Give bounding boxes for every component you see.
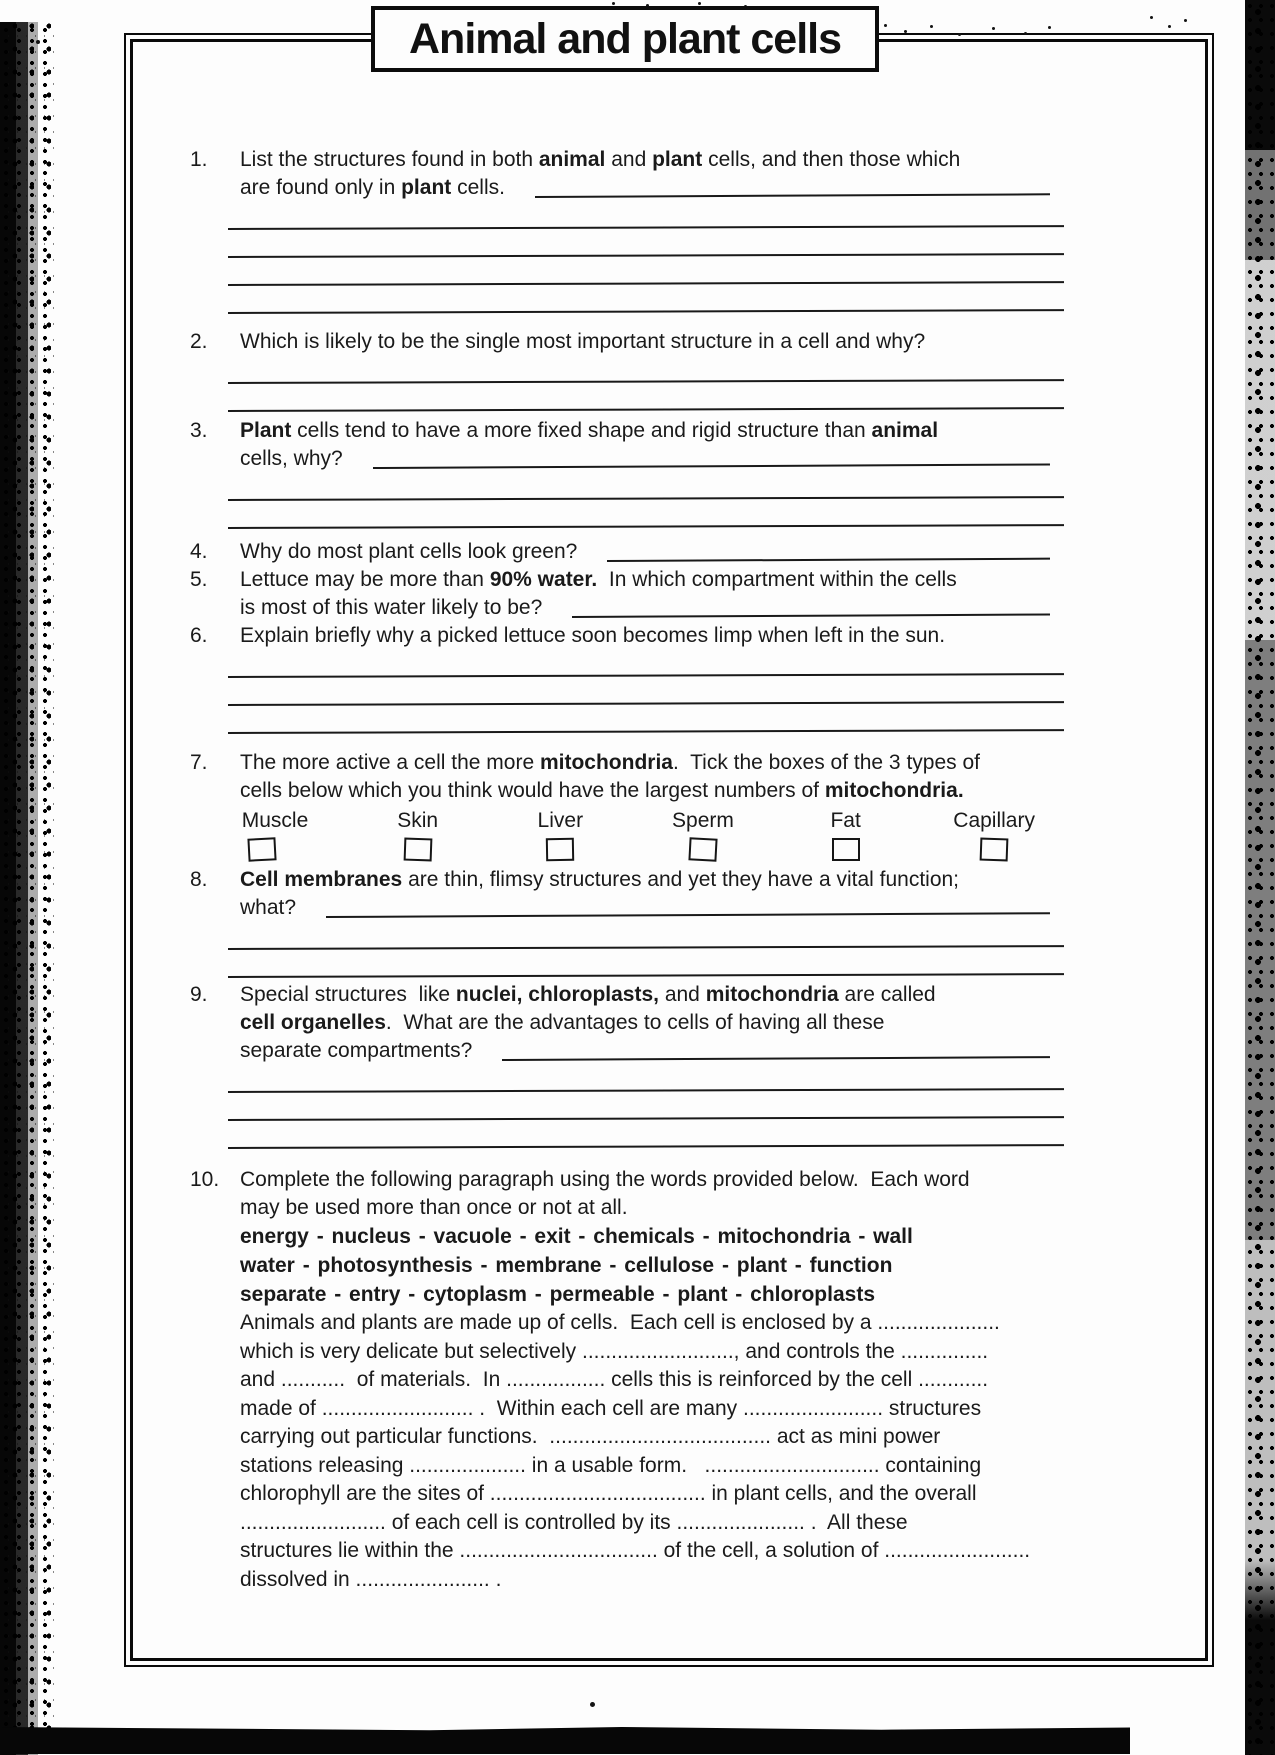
question-2-answer-line-1[interactable]	[228, 353, 1064, 384]
worksheet-content	[190, 146, 1050, 1594]
cloze-paragraph	[240, 1309, 1050, 1594]
question-4-text: Why do most plant cells look green?	[240, 538, 1050, 566]
checkbox-sperm[interactable]	[688, 837, 717, 861]
checkbox-option-fat	[811, 809, 881, 861]
question-3-answer-line-1[interactable]	[228, 470, 1064, 501]
question-1-answer-line-4[interactable]	[228, 283, 1064, 314]
word-bank	[240, 1222, 1050, 1309]
question-8-answer-line-1[interactable]	[228, 919, 1064, 950]
checkbox-label-fat: Fat	[830, 809, 861, 832]
question-5-text: Lettuce may be more than 90% water. In which compartment within the cells is most of this water likely to be?	[240, 566, 1050, 622]
question-6-answer-line-3[interactable]	[228, 703, 1064, 734]
word-bank-line-1: energy - nucleus - vacuole - exit - chemicals - mitochondria - wall	[240, 1225, 913, 1248]
question-6-text: Explain briefly why a picked lettuce soon becomes limp when left in the sun.	[240, 624, 946, 647]
cloze-line-5[interactable]: carrying out particular functions. ...................................... act as mini power	[240, 1425, 941, 1448]
question-4-number: 4.	[190, 540, 208, 563]
question-10-number: 10.	[190, 1168, 220, 1191]
question-4	[190, 538, 1050, 566]
dust-speck	[590, 1702, 595, 1707]
word-bank-line-2: water - photosynthesis - membrane - cellulose - plant - function	[240, 1254, 893, 1277]
question-6	[190, 622, 1050, 734]
question-1-answer-line-1[interactable]	[228, 199, 1064, 230]
checkbox-fat[interactable]	[832, 838, 860, 861]
cloze-line-8[interactable]: ......................... of each cell is controlled by its ...................... . All these	[240, 1510, 908, 1534]
question-2	[190, 328, 1050, 412]
question-2-number: 2.	[190, 330, 208, 353]
dust-speck	[36, 40, 40, 44]
question-3-text: Plant cells tend to have a more fixed shape and rigid structure than animal cells, why?	[240, 417, 1050, 473]
inline-answer-blank[interactable]	[572, 613, 1050, 618]
word-bank-line-3: separate - entry - cytoplasm - permeable - plant - chloroplasts	[240, 1283, 875, 1306]
question-9-answer-line-1[interactable]	[228, 1062, 1064, 1093]
cloze-line-10[interactable]: dissolved in ....................... .	[240, 1567, 502, 1591]
checkbox-option-skin	[383, 809, 453, 861]
cloze-line-9[interactable]: structures lie within the .................................. of the cell, a solution of .........................	[240, 1539, 1031, 1562]
checkbox-label-skin: Skin	[397, 809, 439, 832]
question-1	[190, 146, 1050, 314]
scan-noise-left-edge	[0, 22, 56, 1755]
checkbox-skin[interactable]	[403, 838, 432, 862]
page-title: Animal and plant cells	[409, 14, 841, 63]
question-9-number: 9.	[190, 983, 208, 1006]
checkbox-option-muscle	[240, 809, 310, 861]
checkbox-label-liver: Liver	[537, 809, 584, 832]
question-6-number: 6.	[190, 624, 208, 647]
question-3-number: 3.	[190, 419, 208, 442]
inline-answer-blank[interactable]	[373, 463, 1050, 469]
question-2-text: Which is likely to be the single most important structure in a cell and why?	[240, 330, 926, 353]
question-8-number: 8.	[190, 868, 208, 891]
checkbox-label-sperm: Sperm	[672, 809, 734, 832]
checkbox-muscle[interactable]	[247, 837, 276, 861]
dust-speck	[1150, 16, 1153, 19]
inline-answer-blank[interactable]	[326, 912, 1050, 918]
checkbox-option-sperm	[668, 809, 738, 861]
question-7-number: 7.	[190, 751, 208, 774]
question-3	[190, 417, 1050, 529]
checkbox-option-capillary	[953, 809, 1035, 861]
question-1-answer-line-2[interactable]	[228, 227, 1064, 258]
question-8-text: Cell membranes are thin, flimsy structures and yet they have a vital function; what?	[240, 866, 1050, 922]
cloze-line-2[interactable]: which is very delicate but selectively .........................., and controls the ...............	[240, 1339, 989, 1363]
question-6-answer-line-2[interactable]	[228, 675, 1064, 706]
question-9	[190, 981, 1050, 1149]
cloze-line-6[interactable]: stations releasing .................... in a usable form. .............................. containing	[240, 1453, 982, 1477]
question-9-text: Special structures like nuclei, chloroplasts, and mitochondria are called cell organelles. What are the advantages to cells of having all these separate compartments?	[240, 981, 1050, 1065]
cloze-line-3[interactable]: and ........... of materials. In ................. cells this is reinforced by the cell ............	[240, 1368, 989, 1391]
question-6-answer-line-1[interactable]	[228, 647, 1064, 678]
dust-speck	[884, 24, 887, 27]
question-10	[190, 1166, 1050, 1594]
question-3-answer-line-2[interactable]	[228, 498, 1064, 529]
question-1-answer-line-3[interactable]	[228, 255, 1064, 286]
checkbox-liver[interactable]	[546, 838, 574, 861]
inline-answer-blank[interactable]	[535, 193, 1050, 198]
question-5	[190, 566, 1050, 622]
scan-noise-right-edge	[1245, 0, 1275, 1755]
question-9-answer-line-2[interactable]	[228, 1090, 1064, 1121]
question-10-text: Complete the following paragraph using the words provided below. Each word may be used more than once or not at all.	[240, 1168, 970, 1219]
question-7	[190, 749, 1050, 861]
checkbox-label-capillary: Capillary	[953, 809, 1035, 832]
cloze-line-1[interactable]: Animals and plants are made up of cells. Each cell is enclosed by a .....................	[240, 1311, 1000, 1334]
scan-noise-bottom-bar	[0, 1727, 1130, 1754]
mitochondria-checkbox-row	[240, 809, 1035, 861]
checkbox-option-liver	[525, 809, 595, 861]
question-2-answer-line-2[interactable]	[228, 381, 1064, 412]
inline-answer-blank[interactable]	[607, 558, 1050, 562]
checkbox-capillary[interactable]	[980, 838, 1009, 862]
question-5-number: 5.	[190, 568, 208, 591]
question-1-text: List the structures found in both animal and plant cells, and then those which are found only in plant cells.	[240, 146, 1050, 202]
question-8	[190, 866, 1050, 978]
inline-answer-blank[interactable]	[502, 1056, 1050, 1061]
question-9-answer-line-3[interactable]	[228, 1118, 1064, 1149]
question-1-number: 1.	[190, 148, 208, 171]
dust-speck	[612, 2, 615, 5]
question-7-text: The more active a cell the more mitochondria. Tick the boxes of the 3 types of cells below which you think would have the largest numbers of mitochondria.	[240, 751, 980, 802]
cloze-line-7[interactable]: chlorophyll are the sites of ..................................... in plant cells, and the overall	[240, 1482, 977, 1505]
checkbox-label-muscle: Muscle	[241, 809, 309, 832]
question-8-answer-line-2[interactable]	[228, 947, 1064, 978]
title-box	[371, 6, 879, 72]
cloze-line-4[interactable]: made of .......................... . Within each cell are many ........................ structures	[240, 1396, 982, 1420]
